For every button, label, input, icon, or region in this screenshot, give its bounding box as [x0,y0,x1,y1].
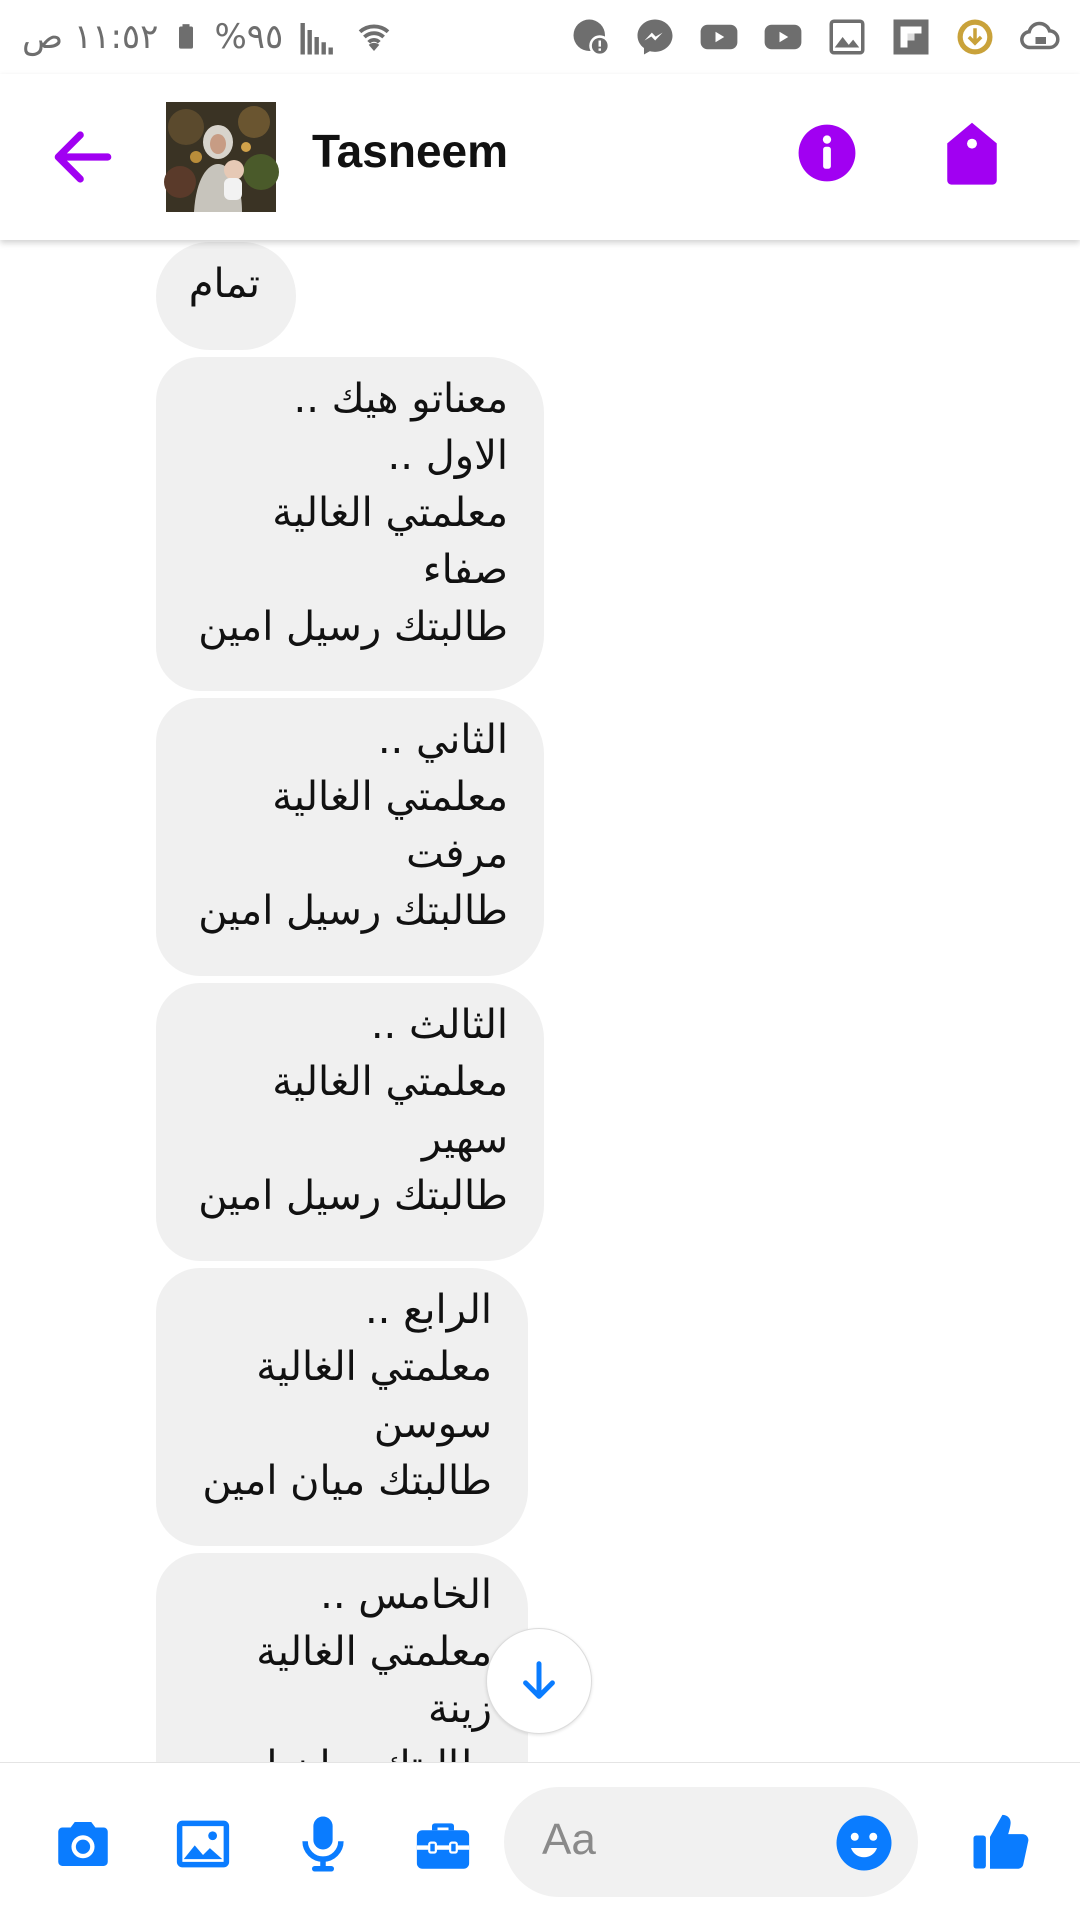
message-line: طالبتك رسيل امين [198,1173,508,1219]
message-line: مرفت [406,831,508,877]
tag-icon[interactable] [944,120,1000,186]
conversation-header [0,74,1080,240]
message-input-placeholder: Aa [542,1815,596,1864]
battery-level: %٩٥ [214,17,284,57]
message-bubble[interactable] [156,698,544,976]
status-bar [0,0,1080,74]
image-icon [170,1811,236,1877]
arrow-down-icon [516,1658,562,1704]
notification-icons [570,12,1060,62]
emoji-icon[interactable] [834,1813,894,1873]
message-line: سهير [421,1116,508,1162]
data-saver-icon [570,16,612,58]
camera-button[interactable] [50,1811,116,1877]
message-line: الثاني .. [377,717,508,763]
arrow-left-icon[interactable] [50,124,116,190]
cloud-icon [1018,16,1060,58]
voice-button[interactable] [290,1811,356,1877]
gallery-button[interactable] [170,1811,236,1877]
message-line: معناتو هيك .. [293,376,508,422]
message-bubble[interactable] [156,1268,528,1546]
message-line: معلمتي الغالية [256,1629,492,1675]
gallery-icon [826,16,868,58]
more-apps-button[interactable] [410,1811,476,1877]
flipboard-icon [890,16,932,58]
youtube-icon [698,16,740,58]
message-line: سوسن [373,1401,492,1447]
message-thread[interactable] [0,240,1080,1762]
camera-icon [50,1811,116,1877]
clock: ١١:٥٢ ص [22,17,159,57]
battery-icon [172,17,200,57]
avatar-photo [166,102,276,212]
message-line: زينة [428,1686,492,1732]
composer-bar [0,1762,1080,1921]
message-line: الاول .. [387,433,508,479]
scroll-to-bottom-button[interactable] [486,1628,592,1734]
message-bubble[interactable] [156,357,544,691]
message-line: تمام [188,261,260,307]
message-bubble[interactable] [156,983,544,1261]
message-line: معلمتي الغالية [272,490,508,536]
message-line: طالبتك رسيل امين [198,604,508,650]
thumbs-up-icon[interactable] [968,1807,1034,1875]
message-line: معلمتي الغالية [272,774,508,820]
contact-name: Tasneem [312,125,509,177]
avatar[interactable] [166,102,276,212]
message-line: الخامس .. [320,1572,492,1618]
message-input[interactable] [504,1787,918,1897]
status-left [22,12,395,62]
messenger-icon [634,16,676,58]
info-icon[interactable] [796,122,858,184]
message-line: الثالث .. [370,1002,508,1048]
microphone-icon [290,1811,356,1877]
message-bubble[interactable] [156,242,296,350]
download-icon [954,16,996,58]
signal-icon [297,16,339,58]
message-line: طالبتك ميان امين [202,1458,492,1504]
toolbox-icon [410,1811,476,1877]
message-line: معلمتي الغالية [256,1344,492,1390]
message-line: طالبتك رسيل امين [198,888,508,934]
youtube-icon [762,16,804,58]
message-line: معلمتي الغالية [272,1059,508,1105]
wifi-icon [353,16,395,58]
message-line: صفاء [422,547,508,593]
message-line: الرابع .. [364,1287,492,1333]
